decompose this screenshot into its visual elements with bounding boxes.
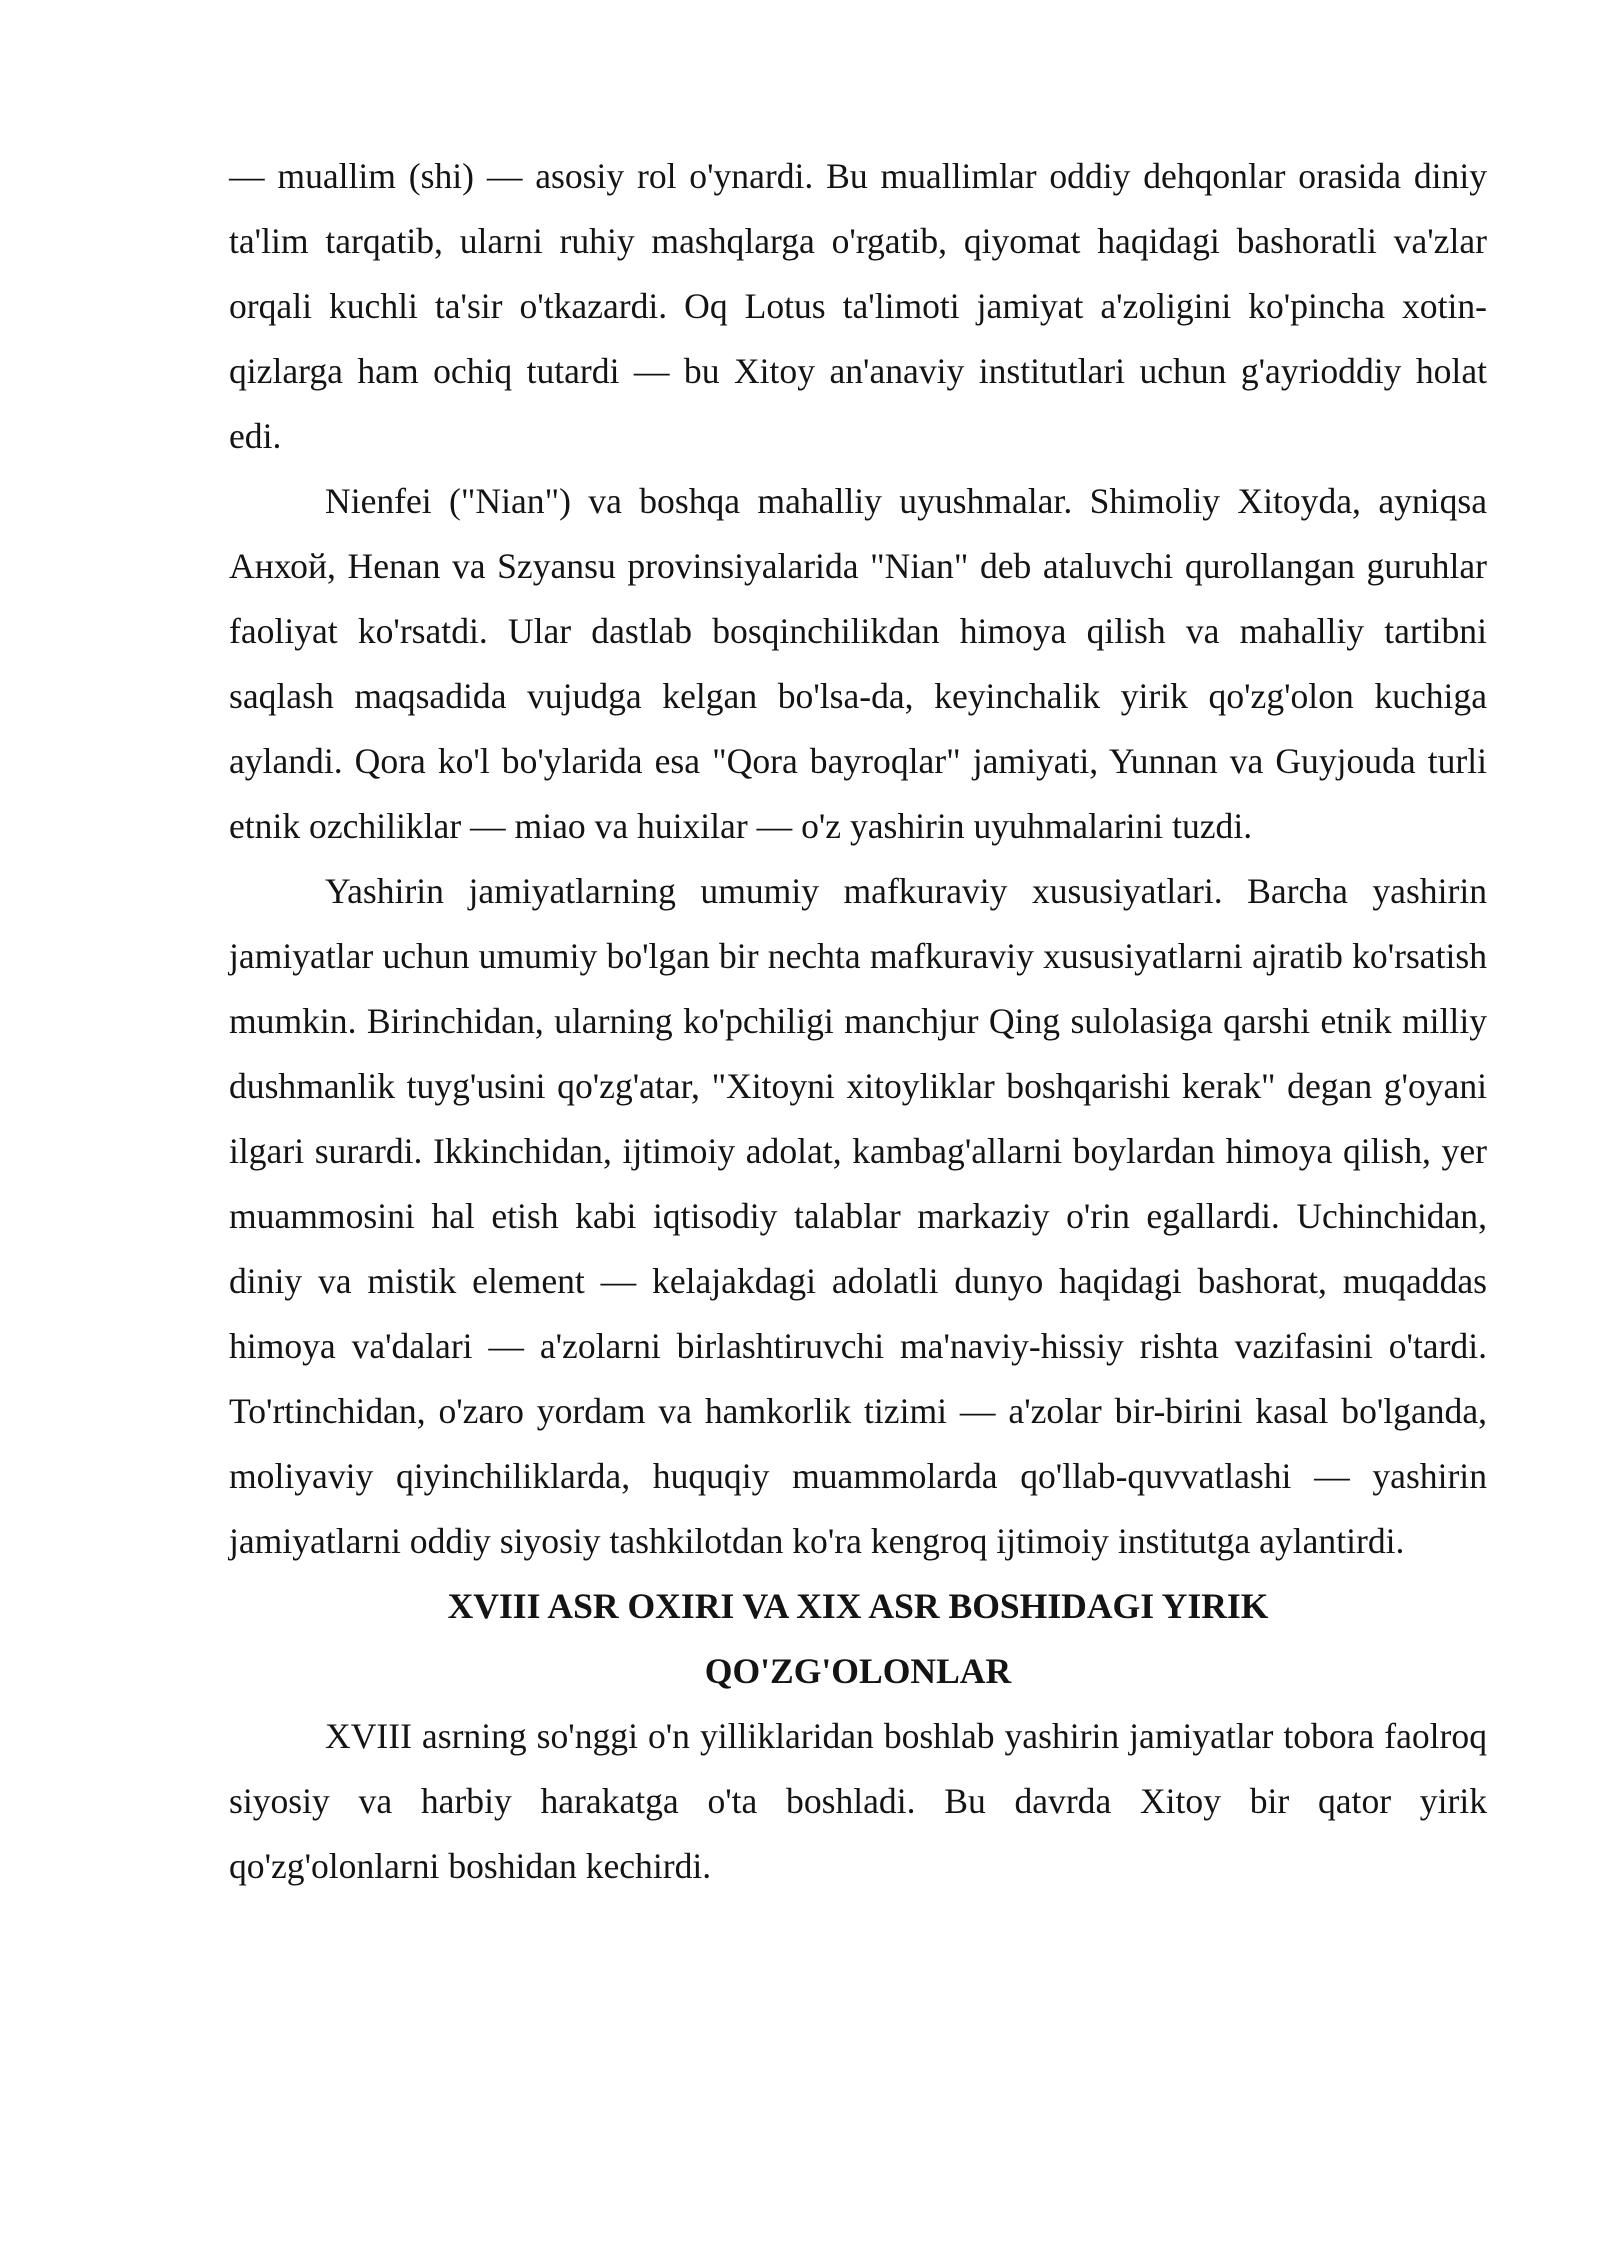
section-heading [229,1574,1487,1704]
paragraph-uprisings-intro: XVIII asrning so'nggi o'n yilliklaridan boshlab yashirin jamiyatlar tobora faolroq siyosiy va harbiy harakatga o'ta boshladi. Bu davrda Xitoy bir qator yirik qo'zg'olonlarni boshidan kechirdi. [229,1716,1487,1886]
paragraph-nian-societies: Nienfei ("Nian") va boshqa mahalliy uyushmalar. Shimoliy Xitoyda, ayniqsa Анхой, Henan va Szyansu provinsiyalarida "Nian" deb ataluvchi qurollangan guruhlar faoliyat ko'rsatdi. Ular dastlab bosqinchilikdan himoya qilish va mahalliy tartibni saqlash maqsadida vujudga kelgan bo'lsa-da, keyinchalik yirik qo'zg'olon kuchiga aylandi. Qora ko'l bo'ylarida esa "Qora bayroqlar" jamiyati, Yunnan va Guyjouda turli etnik ozchiliklar — miao va huixilar — o'z yashirin uyuhmalarini tuzdi. [229,481,1487,846]
paragraph-teachers: — muallim (shi) — asosiy rol o'ynardi. Bu muallimlar oddiy dehqonlar orasida diniy ta'lim tarqatib, ularni ruhiy mashqlarga o'rgatib, qiyomat haqidagi bashoratli va'zlar orqali kuchli ta'sir o'tkazardi. Oq Lotus ta'limoti jamiyat a'zoligini ko'pincha xotin-qizlarga ham ochiq tutardi — bu Xitoy an'anaviy institutlari uchun g'ayrioddiy holat edi. [229,156,1487,456]
section-heading-line-2: QO'ZG'OLONLAR [704,1651,1012,1691]
document-page [229,144,1487,1899]
paragraph-ideology: Yashirin jamiyatlarning umumiy mafkuraviy xususiyatlari. Barcha yashirin jamiyatlar uchun umumiy bo'lgan bir nechta mafkuraviy xususiyatlarni ajratib ko'rsatish mumkin. Birinchidan, ularning ko'pchiligi manchjur Qing sulolasiga qarshi etnik milliy dushmanlik tuyg'usini qo'zg'atar, "Xitoyni xitoyliklar boshqarishi kerak" degan g'oyani ilgari surardi. Ikkinchidan, ijtimoiy adolat, kambag'allarni boylardan himoya qilish, yer muammosini hal etish kabi iqtisodiy talablar markaziy o'rin egallardi. Uchinchidan, diniy va mistik element — kelajakdagi adolatli dunyo haqidagi bashorat, muqaddas himoya va'dalari — a'zolarni birlashtiruvchi ma'naviy-hissiy rishta vazifasini o'tardi. To'rtinchidan, o'zaro yordam va hamkorlik tizimi — a'zolar bir-birini kasal bo'lganda, moliyaviy qiyinchiliklarda, huquqiy muammolarda qo'llab-quvvatlashi — yashirin jamiyatlarni oddiy siyosiy tashkilotdan ko'ra kengroq ijtimoiy institutga aylantirdi. [229,871,1487,1561]
section-heading-line-1: XVIII ASR OXIRI VA XIX ASR BOSHIDAGI YIRIK [447,1586,1269,1626]
